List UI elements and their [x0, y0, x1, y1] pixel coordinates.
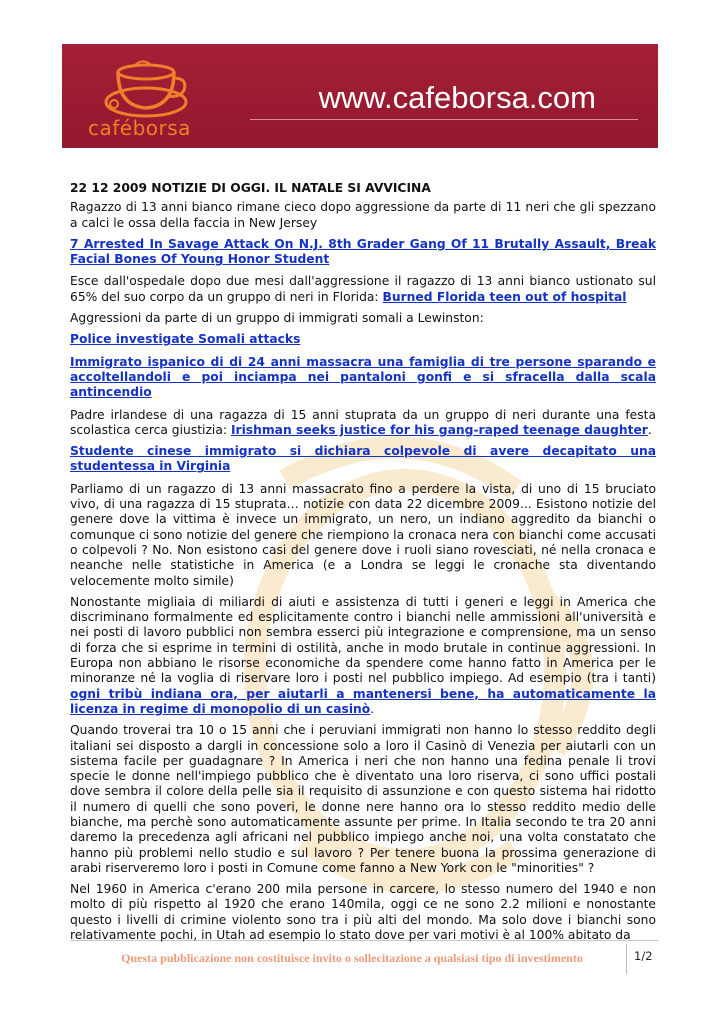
header-divider: [250, 119, 638, 120]
link-hispanic-immigrant[interactable]: Immigrato ispanico di di 24 anni massacra una famiglia di tre persone sparando e accoltellandoli e poi inciampa nei pantaloni gonfi e si sfracella dalla scala antincendio: [70, 354, 656, 400]
paragraph-4-end: .: [647, 422, 652, 437]
paragraph-1: Ragazzo di 13 anni bianco rimane cieco dopo aggressione da parte di 11 neri che gli spezzano a calci le ossa della faccia in New Jersey: [70, 200, 656, 230]
logo-text: caféborsa: [88, 116, 191, 140]
paragraph-5: Parliamo di un ragazzo di 13 anni massacrato fino a perdere la vista, di uno di 15 bruciato vivo, di una ragazza di 15 stuprata… notizie con data 22 dicembre 2009... Esistono notizie del genere dove la vittima è invece un immigrato, un nero, un indiano aggredito da bianchi o comunque ci sono notizie del genere che riempiono la cronaca nera con bianchi come accusati o colpevoli ? No. Non esistono casi del genere dove i ruoli siano rovesciati, né nella cronaca e neanche nelle statistiche in America (e a Londra se leggi le cronache sta diventando velocemente molto simile): [70, 481, 656, 588]
paragraph-6-end: .: [370, 701, 375, 716]
link-somali-attacks[interactable]: Police investigate Somali attacks: [70, 332, 301, 347]
paragraph-3: Aggressioni da parte di un gruppo di immigrati somali a Lewinston:: [70, 311, 484, 326]
footer-disclaimer: Questa pubblicazione non costituisce invito o sollecitazione a qualsiasi tipo di investimento: [121, 951, 583, 965]
link-indian-tribe-casino[interactable]: ogni tribù indiana ora, per aiutarli a mantenersi bene, ha automaticamente la licenza in regime di monopolio di un casinò: [70, 686, 656, 716]
paragraph-6-text: Nonostante migliaia di miliardi di aiuti e assistenza di tutti i generi e leggi in America che discriminano formalmente ed esplicitamente contro i bianchi nelle ammissioni all'università e nei posti di lavoro pubblici non sembra esserci più integrazione e comprensione, ma un senso di forza che si esprime in termini di ostilità, anche in modo brutale in continue aggressioni. In Europa non abbiano le risorse economiche da spendere come hanno fatto in America per le minoranze né la voglia di riservare loro i posti nel pubblico impiego. Ad esempio (tra i tanti): [70, 594, 656, 686]
link-paragraph-4: [70, 444, 656, 475]
link-florida-teen[interactable]: Burned Florida teen out of hospital: [382, 289, 627, 304]
link-chinese-student[interactable]: Studente cinese immigrato si dichiara colpevole di avere decapitato una studentessa in Virginia: [70, 444, 656, 474]
link-irishman[interactable]: Irishman seeks justice for his gang-raped teenage daughter: [230, 422, 648, 437]
paragraph-8: Nel 1960 in America c'erano 200 mila persone in carcere, lo stesso numero del 1940 e non molto di più rispetto al 1920 che erano 140mila, oggi ce ne sono 2.2 milioni e nonostante questo i livelli di crimine violento sono tra i più alti del mondo. Ma solo dove i bianchi sono relativamente pochi, in Utah ad esempio lo stato dove per vari motivi è al 100% abitato da: [70, 882, 656, 943]
paragraph-2-text: Esce dall'ospedale dopo due mesi dall'aggressione il ragazzo di 13 anni bianco ustionato sul 65% del suo corpo da un gruppo di neri in Florida:: [70, 274, 656, 304]
link-paragraph-1: [70, 237, 656, 268]
article-body: [70, 181, 656, 949]
header-banner: [62, 44, 658, 148]
link-nj-attack[interactable]: 7 Arrested In Savage Attack On N.J. 8th Grader Gang Of 11 Brutally Assault, Break Facial Bones Of Young Honor Student: [70, 236, 656, 267]
paragraph-2: [70, 274, 656, 305]
article-title: 22 12 2009 NOTIZIE DI OGGI. IL NATALE SI AVVICINA: [70, 181, 431, 195]
link-paragraph-3: [70, 355, 656, 401]
paragraph-6: [70, 595, 656, 717]
link-paragraph-2: [70, 332, 656, 347]
site-url[interactable]: www.cafeborsa.com: [318, 80, 596, 115]
paragraph-4-text: Padre irlandese di una ragazza di 15 anni stuprata da un gruppo di neri durante una festa scolastica cerca giustizia:: [70, 407, 656, 437]
page-number: 1/2: [634, 949, 653, 963]
paragraph-4: [70, 408, 656, 439]
paragraph-7: Quando troverai tra 10 o 15 anni che i peruviani immigrati non hanno lo stesso reddito degli italiani sei disposto a dargli in concessione solo a loro il Casinò di Venezia per aiutarli con un sistema facile per guadagnare ? In America i neri che non hanno una fedina penale li trovi specie le donne nell'impiego pubblico che è diventato una loro riserva, ci sono uffici postali dove sembra il colore della pelle sia il requisito di assunzione e con questo sistema hai ridotto il numero di quelli che sono poveri, le donne nere hanno ora lo stesso reddito medio delle bianche, ma perchè sono automaticamente assunte per prime. In Italia secondo te tra 20 anni daremo la precedenza agli africani nel pubblico impiego anche noi, una volta constatato che hanno più problemi nello studio e sul lavoro ? Per tenere buona la prossima generazione di arabi riserveremo loro i posti in Comune come fanno a New York con le "minorities" ?: [70, 723, 656, 875]
